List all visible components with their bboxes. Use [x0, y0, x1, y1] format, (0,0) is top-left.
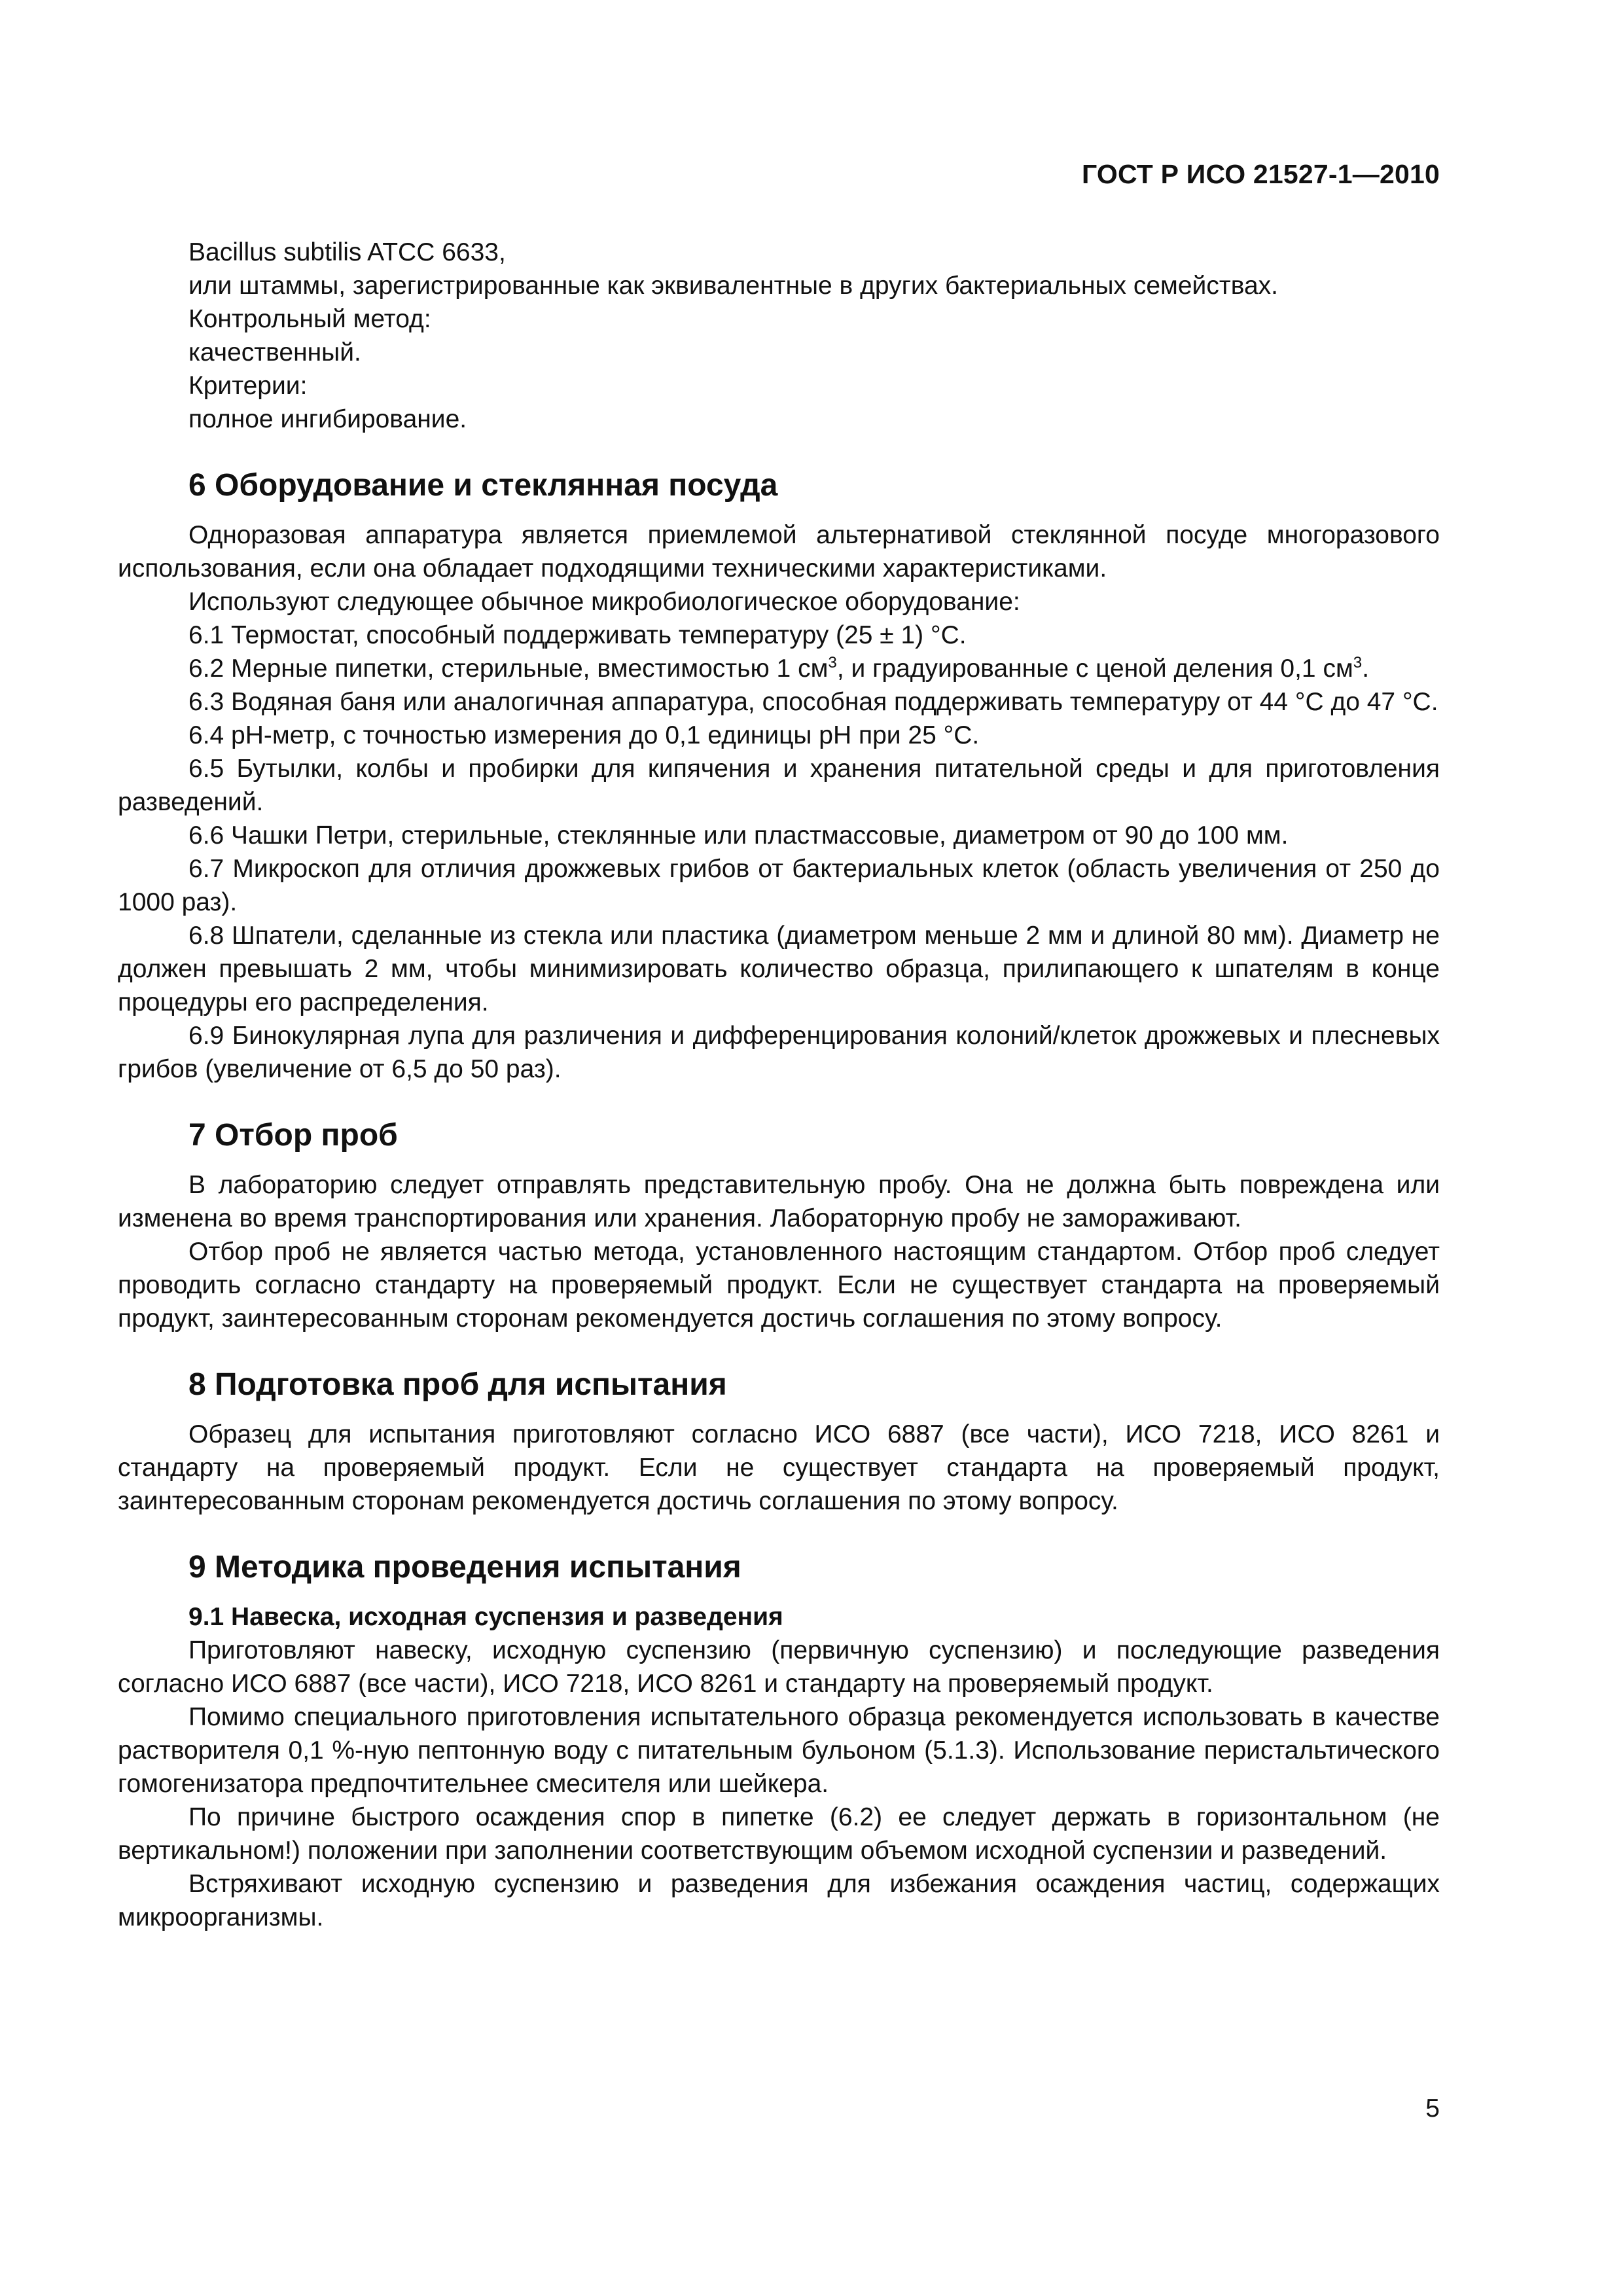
intro-line: или штаммы, зарегистрированные как эквивалентные в других бактериальных семействах. — [188, 272, 1279, 300]
intro-line: Критерии: — [188, 372, 308, 400]
section-9-paragraph: По причине быстрого осаждения спор в пипетке (6.2) ее следует держать в горизонтальном (не вертикальном!) положении при заполнении соответствующим объемом исходной суспензии и разведений. — [118, 1803, 1440, 1865]
item-6-2-text-c: . — [1362, 655, 1370, 683]
section-8-paragraph: Образец для испытания приготовляют согласно ИСО 6887 (все части), ИСО 7218, ИСО 8261 и стандарту на проверяемый продукт. Если не существует стандарта на проверяемый продукт, заинтересованным сторонам рекомендуется достичь соглашения по этому вопросу. — [118, 1420, 1440, 1515]
item-6-8: 6.8 Шпатели, сделанные из стекла или пластика (диаметром меньше 2 мм и длиной 80 мм). Диаметр не должен превышать 2 мм, чтобы минимизировать количество образца, прилипающего к шпателям в конце процедуры его распределения. — [118, 922, 1440, 1016]
item-6-2-text-b: , и градуированные с ценой деления 0,1 см — [836, 655, 1353, 683]
item-6-7: 6.7 Микроскоп для отличия дрожжевых грибов от бактериальных клеток (область увеличения от 250 до 1000 раз). — [118, 855, 1440, 916]
section-9-paragraph: Помимо специального приготовления испытательного образца рекомендуется использовать в качестве растворителя 0,1 %-ную пептонную воду с питательным бульоном (5.1.3). Использование перистальтического гомогенизатора предпочтительнее смесителя или шейкера. — [118, 1703, 1440, 1798]
intro-line: Bacillus subtilis ATCC 6633, — [188, 238, 506, 266]
intro-line: полное ингибирование. — [188, 405, 467, 433]
page-number: 5 — [1425, 2094, 1440, 2123]
item-6-3: 6.3 Водяная баня или аналогичная аппаратура, способная поддерживать температуру от 44 °С до 47 °С. — [188, 688, 1438, 716]
section-7-paragraph: В лабораторию следует отправлять представительную пробу. Она не должна быть повреждена или изменена во время транспортирования или хранения. Лабораторную пробу не замораживают. — [118, 1171, 1440, 1232]
item-6-6: 6.6 Чашки Петри, стерильные, стеклянные или пластмассовые, диаметром от 90 до 100 мм. — [188, 821, 1289, 850]
item-6-2 — [118, 652, 1440, 685]
item-6-2-text-a: 6.2 Мерные пипетки, стерильные, вместимостью 1 см — [188, 655, 829, 683]
section-6-paragraph: Одноразовая аппаратура является приемлемой альтернативой стеклянной посуде многоразового использования, если она обладает подходящими техническими характеристиками. — [118, 521, 1440, 583]
section-9-paragraph: Встряхивают исходную суспензию и разведения для избежания осаждения частиц, содержащих микроорганизмы. — [118, 1870, 1440, 1931]
superscript-cubed: 3 — [828, 654, 837, 672]
section-6-title: 6 Оборудование и стеклянная посуда — [188, 468, 778, 503]
document-code-header: ГОСТ Р ИСО 21527-1—2010 — [1082, 159, 1440, 189]
section-9-paragraph: Приготовляют навеску, исходную суспензию (первичную суспензию) и последующие разведения согласно ИСО 6887 (все части), ИСО 7218, ИСО 8261 и стандарту на проверяемый продукт. — [118, 1636, 1440, 1698]
section-8-title: 8 Подготовка проб для испытания — [188, 1367, 727, 1402]
item-6-5: 6.5 Бутылки, колбы и пробирки для кипячения и хранения питательной среды и для приготовления разведений. — [118, 755, 1440, 816]
section-7-title: 7 Отбор проб — [188, 1118, 398, 1153]
page-body — [118, 236, 1440, 1934]
subsection-9-1-title: 9.1 Навеска, исходная суспензия и разведения — [188, 1603, 783, 1631]
item-6-4: 6.4 рН-метр, с точностью измерения до 0,1 единицы рН при 25 °С. — [188, 721, 980, 749]
intro-line: качественный. — [188, 338, 361, 367]
intro-line: Контрольный метод: — [188, 305, 431, 333]
section-6-paragraph: Используют следующее обычное микробиологическое оборудование: — [188, 588, 1020, 616]
item-6-9: 6.9 Бинокулярная лупа для различения и дифференцирования колоний/клеток дрожжевых и плесневых грибов (увеличение от 6,5 до 50 раз). — [118, 1022, 1440, 1083]
superscript-cubed: 3 — [1353, 654, 1363, 672]
section-7-paragraph: Отбор проб не является частью метода, установленного настоящим стандартом. Отбор проб следует проводить согласно стандарту на проверяемый продукт. Если не существует стандарта на проверяемый продукт, заинтересованным сторонам рекомендуется достичь соглашения по этому вопросу. — [118, 1238, 1440, 1333]
section-9-title: 9 Методика проведения испытания — [188, 1550, 741, 1585]
item-6-1: 6.1 Термостат, способный поддерживать температуру (25 ± 1) °С. — [188, 621, 967, 649]
